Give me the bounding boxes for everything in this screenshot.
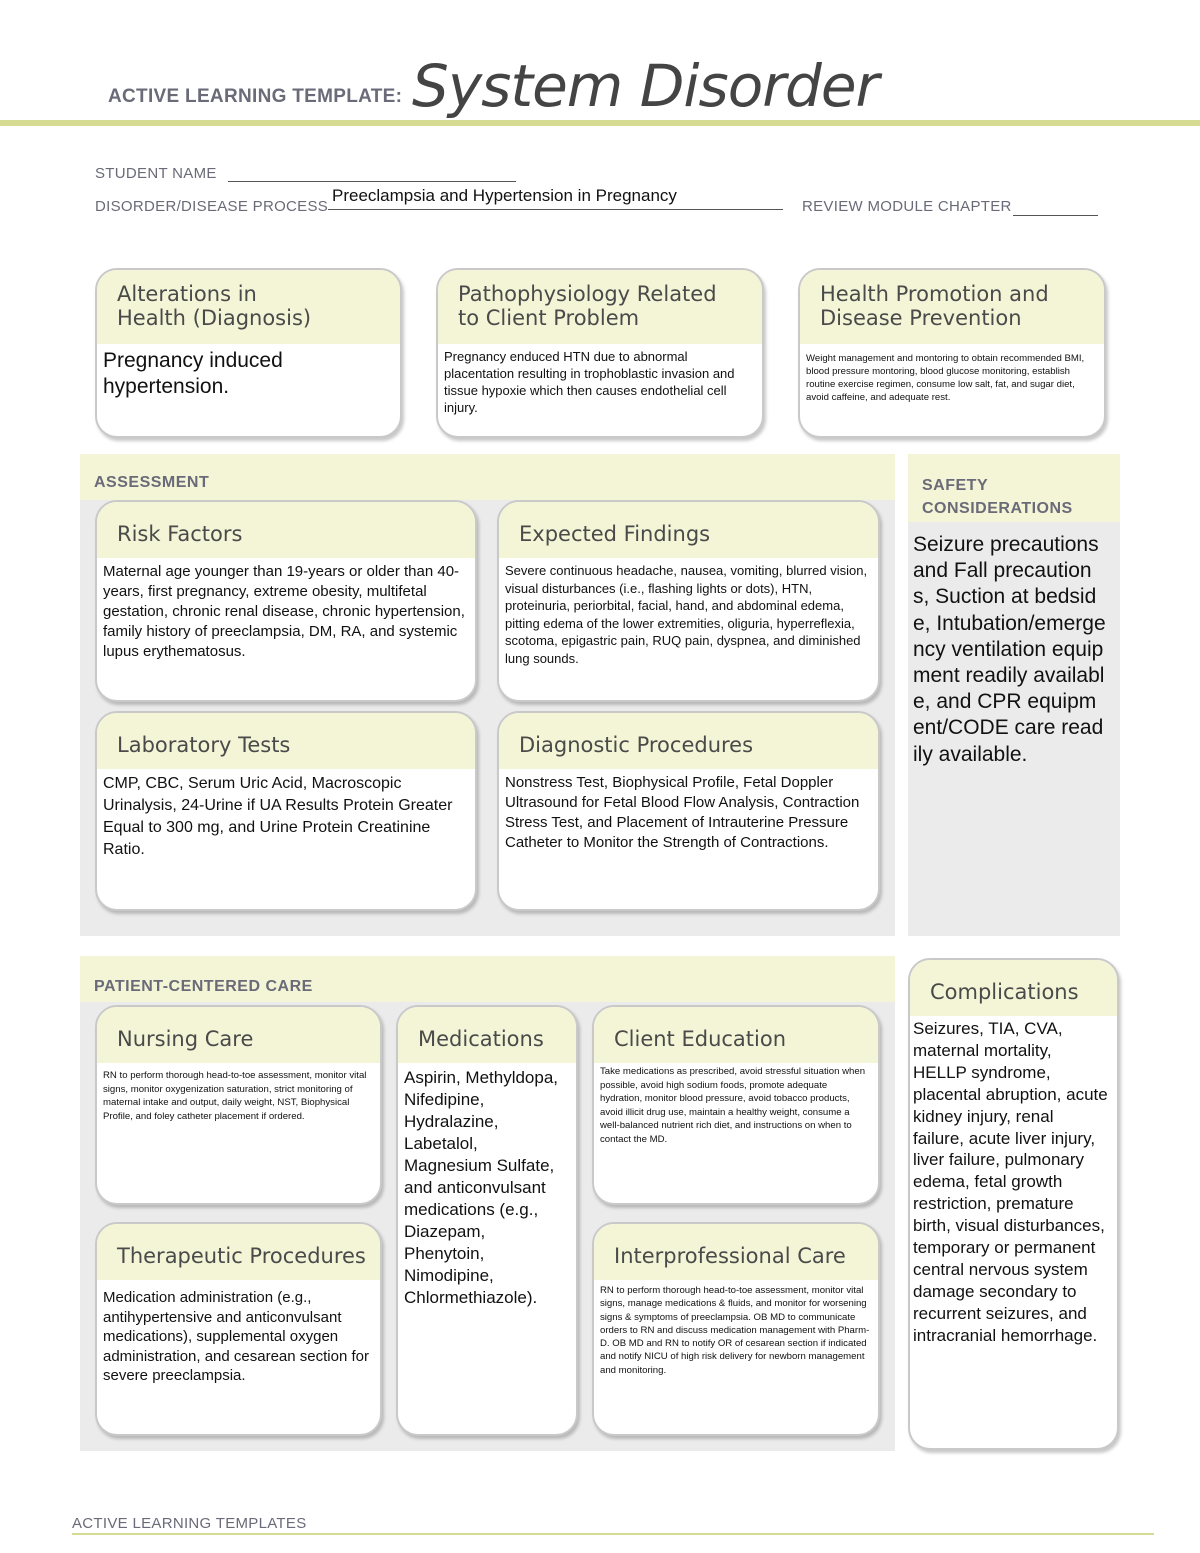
medications-title: Medications xyxy=(398,1007,576,1063)
safety-heading-line1: SAFETY xyxy=(922,477,989,494)
complications-box xyxy=(908,958,1119,1450)
nursing-care-title: Nursing Care xyxy=(97,1007,380,1063)
footer-label: ACTIVE LEARNING TEMPLATES xyxy=(72,1515,307,1532)
review-module-field[interactable] xyxy=(1013,196,1098,216)
therapeutic-procedures-box xyxy=(95,1222,382,1436)
interprofessional-care-text[interactable]: RN to perform thorough head-to-toe assessment, monitor vital signs, manage medications & fluids, and monitor for worsening signs & symptoms of preeclampsia. OB MD to communicate orders to RN and discuss medication management with Pharm-D. OB MD and RN to notify OR of cesarean section if indicated and notify NICU of high risk delivery for newborn management and monitoring. xyxy=(600,1285,870,1376)
student-name-field[interactable] xyxy=(228,162,516,182)
header-rule xyxy=(0,120,1200,126)
alterations-title-line2: Health (Diagnosis) xyxy=(117,306,312,330)
alterations-title-line1: Alterations in xyxy=(117,282,257,306)
disorder-label: DISORDER/DISEASE PROCESS xyxy=(95,198,329,215)
pathophysiology-box xyxy=(436,268,764,438)
complications-title: Complications xyxy=(910,960,1117,1016)
laboratory-tests-text[interactable]: CMP, CBC, Serum Uric Acid, Macroscopic Urinalysis, 24-Urine if UA Results Protein Greater Equal to 300 mg, and Urine Protein Creatinine Ratio. xyxy=(103,775,453,858)
student-name-label: STUDENT NAME xyxy=(95,165,217,182)
expected-findings-title: Expected Findings xyxy=(499,502,878,558)
interprofessional-care-box xyxy=(592,1222,880,1436)
footer-rule xyxy=(72,1533,1154,1535)
nursing-care-text[interactable]: RN to perform thorough head-to-toe assessment, monitor vital signs, monitor oxygenization saturation, strict monitoring of maternal intake and output, daily weight, NST, Biophysical Profile, and foley catheter placement if ordered. xyxy=(103,1070,367,1122)
alterations-in-health-header xyxy=(97,270,400,344)
complications-text[interactable]: Seizures, TIA, CVA, maternal mortality, HELLP syndrome, placental abruption, acute kidney injury, renal failure, acute liver injury, liver failure, pulmonary edema, fetal growth restriction, premature birth, visual disturbances, temporary or permanent central nervous system damage secondary to recurrent seizures, and intracranial hemorrhage. xyxy=(913,1019,1108,1345)
laboratory-tests-box xyxy=(95,711,477,911)
nursing-care-box xyxy=(95,1005,382,1205)
laboratory-tests-title: Laboratory Tests xyxy=(97,713,475,769)
medications-box xyxy=(396,1005,578,1436)
page-title: System Disorder xyxy=(412,52,879,120)
risk-factors-text[interactable]: Maternal age younger than 19-years or older than 40-years, first pregnancy, extreme obesity, multifetal gestation, chronic renal disease, chronic hypertension, family history of preeclampsia, DM, RA, and systemic lupus erythematosus. xyxy=(103,563,465,660)
interprofessional-care-title: Interprofessional Care xyxy=(594,1224,878,1280)
disorder-field[interactable]: Preeclampsia and Hypertension in Pregnancy xyxy=(328,186,783,210)
alterations-in-health-box xyxy=(95,268,402,438)
therapeutic-procedures-text[interactable]: Medication administration (e.g., antihypertensive and anticonvulsant medications), supplemental oxygen administration, and cesarean section for severe preeclampsia. xyxy=(103,1289,369,1384)
health-promotion-text[interactable]: Weight management and montoring to obtain recommended BMI, blood pressure montoring, blood glucose monitoring, establish routine exercise regimen, consume low salt, fat, and sugar diet, avoid caffeine, and adequate rest. xyxy=(806,353,1085,403)
health-promotion-header xyxy=(800,270,1104,344)
template-label: ACTIVE LEARNING TEMPLATE: xyxy=(108,86,403,107)
patient-centered-care-heading: PATIENT-CENTERED CARE xyxy=(94,978,313,995)
safety-heading xyxy=(922,474,1073,520)
medications-text[interactable]: Aspirin, Methyldopa, Nifedipine, Hydralazine, Labetalol, Magnesium Sulfate, and anticonvulsant medications (e.g., Diazepam, Phenytoin, Nimodipine, Chlormethiazole). xyxy=(404,1068,559,1307)
safety-heading-line2: CONSIDERATIONS xyxy=(922,500,1073,517)
health-promotion-title-line1: Health Promotion and xyxy=(820,282,1049,306)
diagnostic-procedures-title: Diagnostic Procedures xyxy=(499,713,878,769)
risk-factors-title: Risk Factors xyxy=(97,502,475,558)
expected-findings-text[interactable]: Severe continuous headache, nausea, vomiting, blurred vision, visual disturbances (i.e., flashing lights or dots), HTN, proteinuria, periorbital, facial, hand, and abdominal edema, pitting edema of the lower extremities, oliguria, hyperreflexia, scotoma, epigastric pain, RUQ pain, dyspnea, and diminished lung sounds. xyxy=(505,563,868,666)
diagnostic-procedures-text[interactable]: Nonstress Test, Biophysical Profile, Fetal Doppler Ultrasound for Fetal Blood Flow Analysis, Contraction Stress Test, and Placement of Intrauterine Pressure Catheter to Monitor the Strength of Contractions. xyxy=(505,774,860,851)
pathophysiology-text[interactable]: Pregnancy enduced HTN due to abnormal placentation resulting in trophoblastic invasion and tissue hypoxie which then causes endothelial cell injury. xyxy=(444,349,735,415)
client-education-box xyxy=(592,1005,880,1205)
therapeutic-procedures-title: Therapeutic Procedures xyxy=(97,1224,380,1280)
pathophysiology-header xyxy=(438,270,762,344)
review-module-label: REVIEW MODULE CHAPTER xyxy=(802,198,1012,215)
health-promotion-box xyxy=(798,268,1106,438)
diagnostic-procedures-box xyxy=(497,711,880,911)
client-education-text[interactable]: Take medications as prescribed, avoid stressful situation when possible, avoid high sodium foods, promote adequate hydration, monitor blood pressure, avoid tobacco products, avoid illicit drug use, maintain a healthy weight, consume a well-balanced nutrient rich diet, and instructions on when to contact the MD. xyxy=(600,1066,866,1145)
pathophysiology-title-line2: to Client Problem xyxy=(458,306,640,330)
safety-text[interactable]: Seizure precautions and Fall precautions, Suction at bedside, Intubation/emergency ventilation equipment readily available, and CPR equipment/CODE care readily available. xyxy=(913,533,1106,766)
pathophysiology-title-line1: Pathophysiology Related xyxy=(458,282,717,306)
client-education-title: Client Education xyxy=(594,1007,878,1063)
expected-findings-box xyxy=(497,500,880,702)
risk-factors-box xyxy=(95,500,477,702)
assessment-heading: ASSESSMENT xyxy=(94,474,210,491)
alterations-in-health-text[interactable]: Pregnancy induced hypertension. xyxy=(103,349,283,398)
health-promotion-title-line2: Disease Prevention xyxy=(820,306,1022,330)
